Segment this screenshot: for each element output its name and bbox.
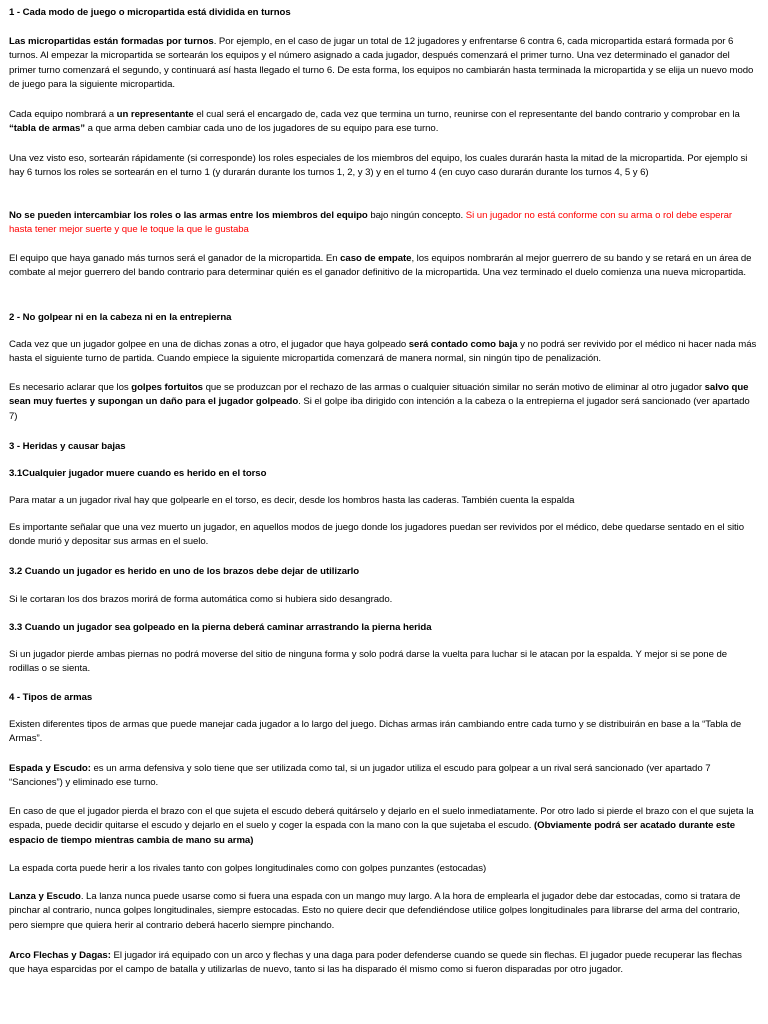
text-run: a que arma deben cambiar cada uno de los jugadores de su equipo para ese turno. [84,123,439,135]
paragraph [9,108,757,137]
text-run: Una vez visto eso, sortearán rápidamente (si corresponde) los roles especiales de los miembros del equipo, los cuales durarán hasta la mitad de la micropartida. Por ejemplo si hay 6 turnos los roles se sortearán en el turno 1 (y durarán durante los turnos 1, 2, y 3) y en el turno 4 (en cuyo caso durarán durante los turnos 4, 5 y 6) [9,153,748,179]
paragraph [9,209,757,238]
text-run: Es necesario aclarar que los [9,382,132,393]
heading-3-1: 3.1Cualquier jugador muere cuando es herido en el torso [9,468,267,479]
paragraph [9,381,757,424]
text-run: El jugador irá equipado con un arco y flechas y una daga para poder defenderse cuando se quede sin flechas. El jugador puede recuperar las flechas que haya esparcidas por el campo de batalla y utilizarlas de nuevo, tanto si las ha disparado él mismo como si fueron disparadas por otro jugador. [9,950,742,976]
paragraph [9,35,757,93]
text-run: Cada equipo nombrará a [9,109,117,120]
text-run: que se produzcan por el rechazo de las armas o cualquier situación similar no serán motivo de eliminar al otro jugador [202,382,705,393]
text-run: . Por ejemplo, en el caso de jugar un total de 12 jugadores y enfrentarse 6 contra 6, cada micropartida estará formada por 6 turnos. Al empezar la micropartida se sortearán los equipos y el número asignado a cada jugador, después comenzará el primer turno. Una vez determinado el ganador del primer turno comenzará el segundo, y continuará así hasta llegado el turno 6. De esta forma, los equipos no cambiarán hasta terminada la micropartida y se elija un nuevo modo de juego para la siguiente micropartida. [9,36,754,91]
bold-text: un representante [116,109,194,120]
bold-text: “tabla de armas” [9,123,85,135]
bold-text: salvo que sean muy fuertes y supongan un daño para el jugador golpeado [9,382,749,408]
text-run: , los equipos nombrarán al mejor guerrero de su bando y se retará en un área de combate al mejor guerrero del bando contrario para determinar quién es el ganador definitivo de la micropartida. Una vez terminado el duelo comienza una nueva micropartida. [9,253,752,279]
bold-text: (Obviamente podrá ser acatado durante este espacio de tiempo mientras cambia de mano su arma) [9,820,736,846]
paragraph: La espada corta puede herir a los rivales tanto con golpes longitudinales como con golpes punzantes (estocadas) [9,863,487,874]
text-run: En caso de que el jugador pierda el brazo con el que sujeta el escudo deberá quitárselo y dejarlo en el suelo inmediatamente. Por otro lado si pierde el brazo con el que sujeta la espada, puede decidir quitarse el escudo y dejarlo en el suelo y coger la espada con la mano con la que sujetaba el escudo. [9,806,754,832]
bold-text: Espada y Escudo: [9,763,91,774]
bold-text: Las micropartidas están formadas por turnos [9,36,214,47]
bold-text: No se pueden intercambiar los roles o las armas entre los miembros del equipo [9,210,368,221]
paragraph: Si le cortaran los dos brazos morirá de forma automática como si hubiera sido desangrado. [9,594,393,605]
highlighted-text: Si un jugador no está conforme con su arma o rol debe esperar hasta tener mejor suerte y que le toque la que le gustaba [9,210,733,236]
paragraph [9,252,757,281]
heading-1: 1 - Cada modo de juego o micropartida está dividida en turnos [9,7,291,18]
heading-4: 4 - Tipos de armas [9,692,93,703]
text-run: es un arma defensiva y solo tiene que ser utilizada como tal, si un jugador utiliza el escudo para golpear a un rival será sancionado (ver apartado 7 “Sanciones”) y eliminado ese turno. [9,763,711,789]
heading-3: 3 - Heridas y causar bajas [9,441,126,452]
text-run: bajo ningún concepto. [367,210,466,221]
text-run: el cual será el encargado de, cada vez que termina un turno, reunirse con el representante del bando contrario y comprobar en la [193,109,740,120]
text-run: Cada vez que un jugador golpee en una de dichas zonas a otro, el jugador que haya golpeado [9,339,409,350]
paragraph [9,949,757,978]
text-run: El equipo que haya ganado más turnos será el ganador de la micropartida. En [9,253,341,264]
bold-text: será contado como baja [408,339,518,350]
paragraph [9,890,757,933]
bold-text: golpes fortuitos [131,382,203,393]
paragraph [9,805,757,848]
paragraph [9,152,757,181]
paragraph [9,338,757,367]
paragraph: Es importante señalar que una vez muerto un jugador, en aquellos modos de juego donde los jugadores puedan ser revividos por el médico, debe quedarse sentado en el sitio donde murió y depositar sus armas en el suelo. [9,522,745,548]
text-run: . Si el golpe iba dirigido con intención a la cabeza o la entrepierna el jugador será sancionado (ver apartado 7) [9,396,750,422]
heading-3-3: 3.3 Cuando un jugador sea golpeado en la pierna deberá caminar arrastrando la pierna herida [9,622,432,633]
text-run: . La lanza nunca puede usarse como si fuera una espada con un mango muy largo. A la hora de emplearla el jugador debe dar estocadas, como si tratara de pinchar al contrario, nunca golpes longitudinales, siempre estocadas. Esto no quiere decir que defendiéndose utilice golpes longitudinales para librarse del arma del contrario, pero siempre que quiera herir al contrario deberá hacerlo siempre pinchando. [9,891,741,931]
paragraph [9,762,757,791]
bold-text: Arco Flechas y Dagas: [9,950,111,961]
text-run: y no podrá ser revivido por el médico ni hacer nada más hasta el siguiente turno de partida. Cuando empiece la siguiente micropartida comenzará de manera normal, sin ningún tipo de penalización. [9,339,757,365]
paragraph: Si un jugador pierde ambas piernas no podrá moverse del sitio de ninguna forma y solo podrá darse la vuelta para luchar si le atacan por la espalda. Y mejor si se pone de rodillas o se sienta. [9,649,728,675]
bold-text: caso de empate [340,253,412,264]
paragraph: Para matar a un jugador rival hay que golpearle en el torso, es decir, desde los hombros hasta las caderas. También cuenta la espalda [9,495,575,506]
heading-2: 2 - No golpear ni en la cabeza ni en la entrepierna [9,312,232,323]
bold-text: Lanza y Escudo [9,891,81,902]
paragraph: Existen diferentes tipos de armas que puede manejar cada jugador a lo largo del juego. Dichas armas irán cambiando entre cada turno y se distribuirán en base a la “Tabla de Armas”. [9,719,742,745]
heading-3-2: 3.2 Cuando un jugador es herido en uno de los brazos debe dejar de utilizarlo [9,566,360,577]
